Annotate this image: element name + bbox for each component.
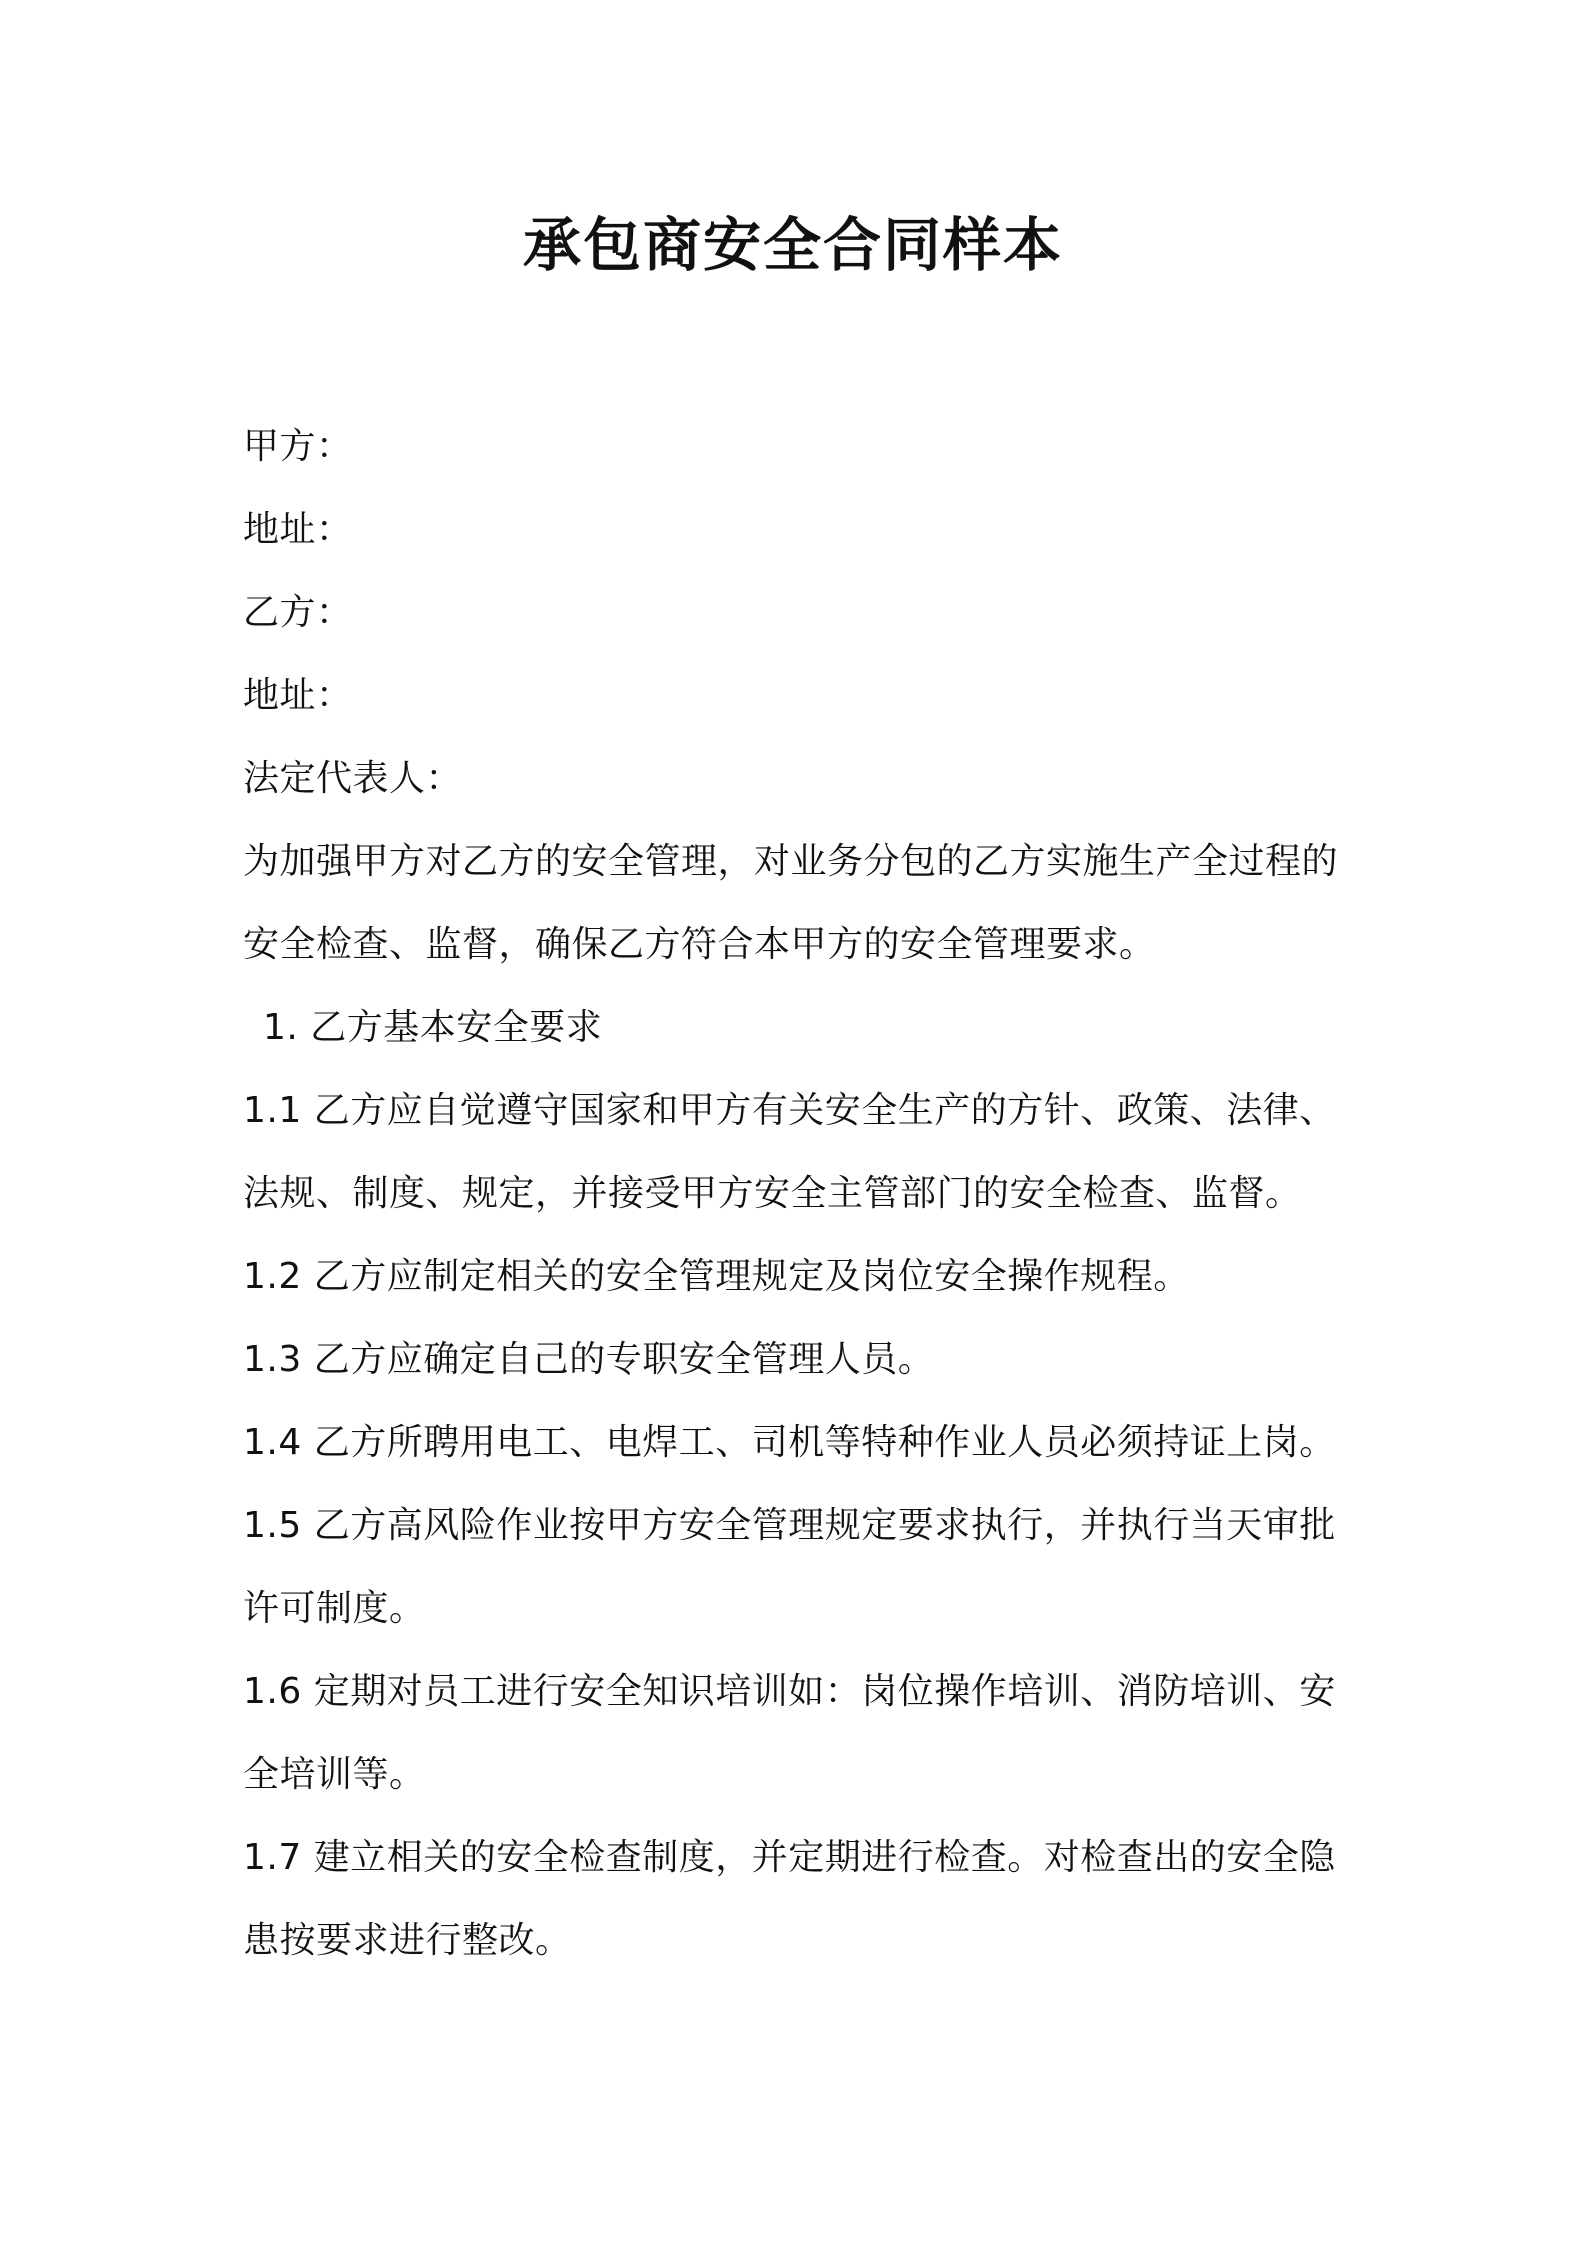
legal-representative-line: 法定代表人： — [243, 758, 463, 799]
intro-paragraph-line-2: 安全检查、监督，确保乙方符合本甲方的安全管理要求。 — [243, 924, 1156, 965]
party-b-line: 乙方： — [243, 592, 353, 633]
section-1-heading: 1. 乙方基本安全要求 — [263, 1007, 603, 1048]
clause-1-6-line-1: 1.6 定期对员工进行安全知识培训如：岗位操作培训、消防培训、安 — [243, 1671, 1336, 1712]
clause-1-1-line-1: 1.1 乙方应自觉遵守国家和甲方有关安全生产的方针、政策、法律、 — [243, 1090, 1336, 1131]
clause-1-5-line-2: 许可制度。 — [243, 1588, 426, 1629]
document-title: 承包商安全合同样本 — [522, 211, 1063, 279]
clause-1-7-line-2: 患按要求进行整改。 — [243, 1920, 572, 1961]
party-b-address-line: 地址： — [243, 675, 353, 716]
clause-1-2: 1.2 乙方应制定相关的安全管理规定及岗位安全操作规程。 — [243, 1256, 1190, 1297]
party-a-address-line: 地址： — [243, 509, 353, 550]
clause-1-1-line-2: 法规、制度、规定，并接受甲方安全主管部门的安全检查、监督。 — [243, 1173, 1302, 1214]
clause-1-6-line-2: 全培训等。 — [243, 1754, 426, 1795]
clause-1-5-line-1: 1.5 乙方高风险作业按甲方安全管理规定要求执行，并执行当天审批 — [243, 1505, 1336, 1546]
clause-1-7-line-1: 1.7 建立相关的安全检查制度，并定期进行检查。对检查出的安全隐 — [243, 1837, 1336, 1878]
intro-paragraph-line-1: 为加强甲方对乙方的安全管理，对业务分包的乙方实施生产全过程的 — [243, 841, 1339, 882]
party-a-line: 甲方： — [243, 426, 353, 467]
clause-1-3: 1.3 乙方应确定自己的专职安全管理人员。 — [243, 1339, 935, 1380]
document-body — [243, 405, 1353, 1982]
clause-1-4: 1.4 乙方所聘用电工、电焊工、司机等特种作业人员必须持证上岗。 — [243, 1422, 1336, 1463]
